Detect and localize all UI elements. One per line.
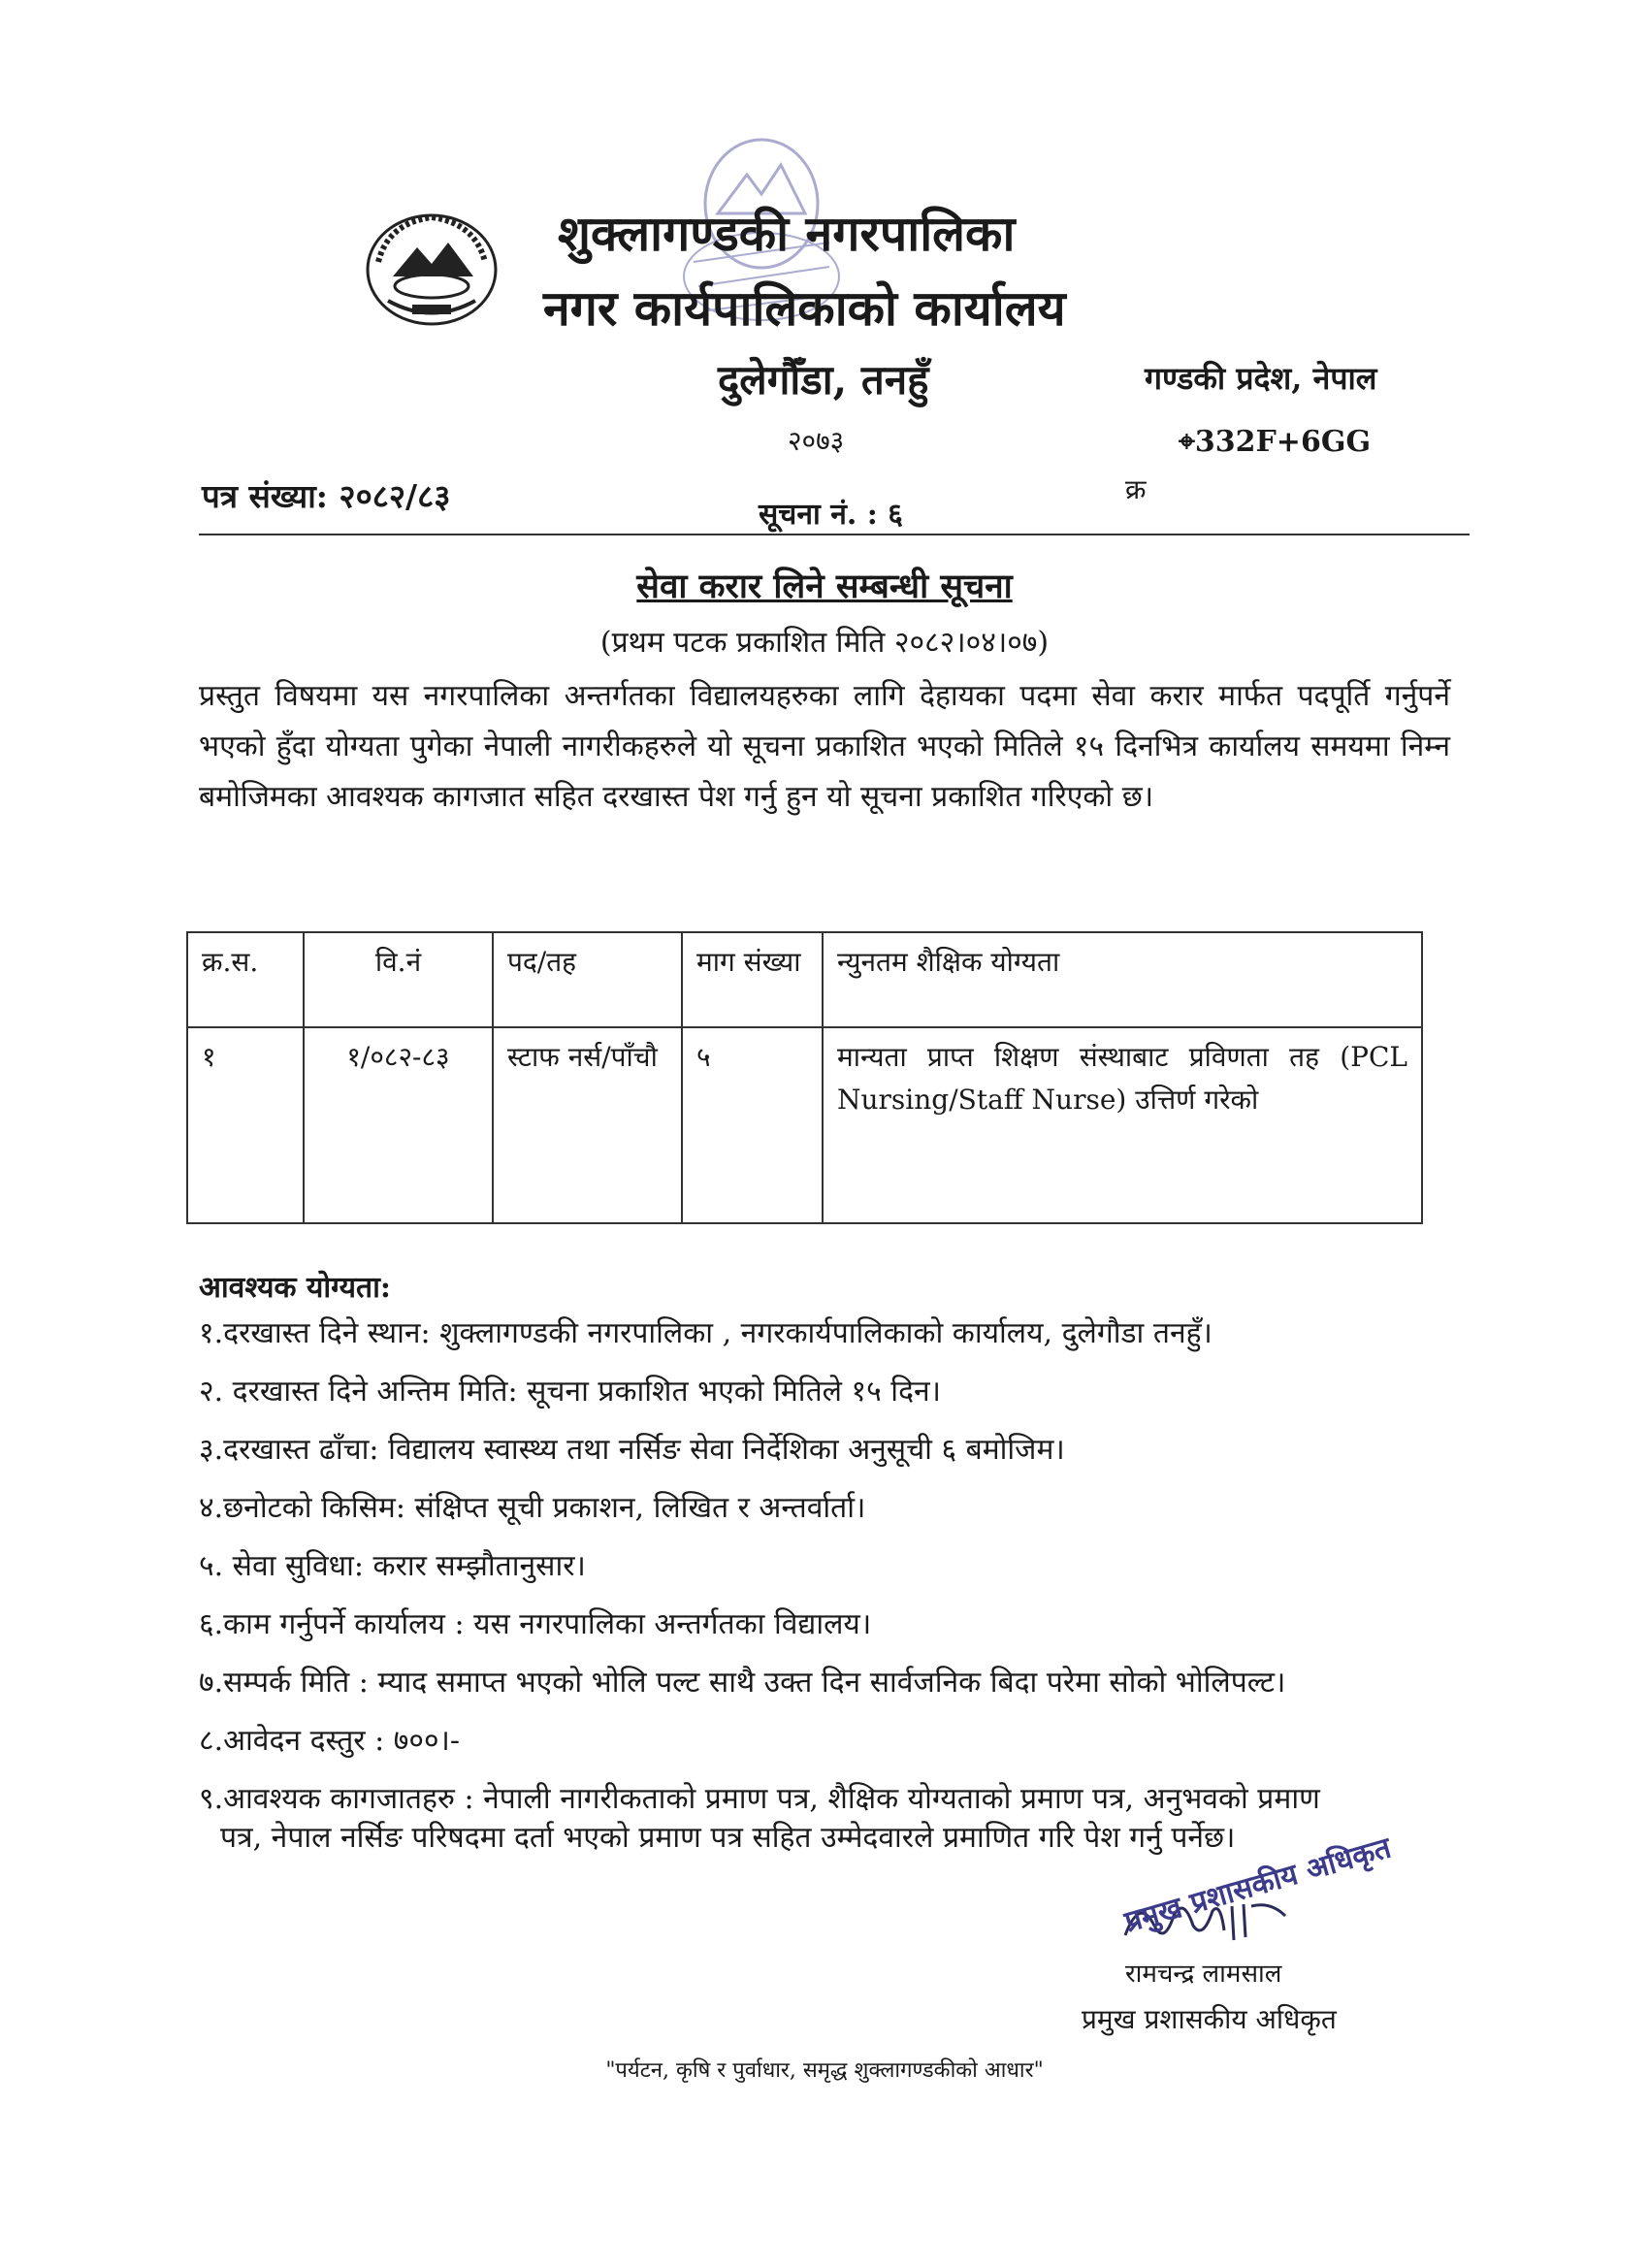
list-item: ६.काम गर्नुपर्ने कार्यालय : यस नगरपालिका अन्तर्गतका विद्यालय। bbox=[199, 1607, 872, 1641]
nepal-emblem-logo bbox=[359, 204, 504, 330]
list-item: ८.आवेदन दस्तुर : ७००।- bbox=[199, 1724, 461, 1758]
intro-paragraph: प्रस्तुत विषयमा यस नगरपालिका अन्तर्गतका विद्यालयहरुका लागि देहायका पदमा सेवा करार मार्फत पदपूर्ति गर्नुपर्ने भएको हुँदा योग्यता पुगेका नेपाली नागरीकहरुले यो सूचना प्रकाशित भएको मितिले १५ दिनभित्र कार्यालय समयमा निम्न बमोजिमका आवश्यक कागजात सहित दरखास्त पेश गर्नु हुन यो सूचना प्रकाशित गरिएको छ। bbox=[199, 679, 1450, 814]
office-location: दुलेगौँडा, तनहुँ bbox=[718, 356, 929, 404]
official-stamp-text: प्रमुख प्रशासकीय अधिकृत bbox=[1120, 1831, 1395, 1940]
header-divider bbox=[199, 534, 1470, 535]
plus-code: ⌖332F+6GG bbox=[1179, 425, 1372, 459]
municipality-name: शुक्लागण्डकी नगरपालिका bbox=[558, 205, 1016, 262]
cell-ad-number: १/०८२-८३ bbox=[304, 1027, 493, 1223]
established-year: २०७३ bbox=[788, 425, 845, 457]
footer-motto: "पर्यटन, कृषि र पुर्वाधार, समृद्ध शुक्लागण्डकीको आधार" bbox=[605, 2058, 1044, 2083]
table-header-row bbox=[187, 932, 1422, 1027]
signatory-name: रामचन्द्र लामसाल bbox=[1125, 1960, 1282, 1989]
document-subtitle: (प्रथम पटक प्रकाशित मिति २०८२।०४।०७) bbox=[599, 626, 1050, 660]
list-item: ३.दरखास्त ढाँचा: विद्यालय स्वास्थ्य तथा नर्सिङ सेवा निर्देशिका अनुसूची ६ बमोजिम। bbox=[199, 1433, 1065, 1467]
requirements-heading: आवश्यक योग्यता: bbox=[199, 1271, 391, 1305]
column-header-demand-count: माग संख्या bbox=[682, 932, 823, 1027]
table-row bbox=[187, 1027, 1422, 1223]
list-item: २. दरखास्त दिने अन्तिम मिति: सूचना प्रकाशित भएको मितिले १५ दिन। bbox=[199, 1375, 942, 1409]
vacancy-table bbox=[186, 931, 1423, 1224]
list-item: ५. सेवा सुविधा: करार सम्झौतानुसार। bbox=[199, 1549, 586, 1583]
cell-post-level: स्टाफ नर्स/पाँचौ bbox=[493, 1027, 682, 1223]
serial-label: क्र bbox=[1125, 473, 1147, 505]
column-header-post-level: पद/तह bbox=[493, 932, 682, 1027]
column-header-ad-number: वि.नं bbox=[304, 932, 493, 1027]
notice-number: सूचना नं. : ६ bbox=[759, 498, 903, 532]
cell-serial: १ bbox=[187, 1027, 304, 1223]
list-item: ४.छनोटको किसिम: संक्षिप्त सूची प्रकाशन, लिखित र अन्तर्वार्ता। bbox=[199, 1491, 866, 1525]
list-item: १.दरखास्त दिने स्थान: शुक्लागण्डकी नगरपालिका , नगरकार्यपालिकाको कार्यालय, दुलेगौडा तनहुँ। bbox=[199, 1316, 1212, 1350]
province-label: गण्डकी प्रदेश, नेपाल bbox=[1145, 360, 1377, 397]
office-name: नगर कार्यपालिकाको कार्यालय bbox=[543, 279, 1066, 337]
requirement-9-line2: पत्र, नेपाल नर्सिङ परिषदमा दर्ता भएको प्रमाण पत्र सहित उम्मेदवारले प्रमाणित गरि पेश गर्नु पर्नेछ। bbox=[220, 1821, 1236, 1855]
requirements-list bbox=[199, 1314, 1460, 1877]
signatory-title: प्रमुख प्रशासकीय अधिकृत bbox=[1082, 2003, 1337, 2035]
column-header-qualification: न्युनतम शैक्षिक योग्यता bbox=[823, 932, 1422, 1027]
letter-reference-number: पत्र संख्या: २०८२/८३ bbox=[202, 477, 451, 515]
column-header-serial: क्र.स. bbox=[187, 932, 304, 1027]
list-item: ७.सम्पर्क मिति : म्याद समाप्त भएको भोलि पल्ट साथै उक्त दिन सार्वजनिक बिदा परेमा सोको भोलिपल्ट। bbox=[199, 1666, 1286, 1700]
list-item bbox=[199, 1780, 1460, 1858]
document-title: सेवा करार लिने सम्बन्धी सूचना bbox=[636, 567, 1013, 606]
requirement-9-line1: ९.आवश्यक कागजातहरु : नेपाली नागरीकताको प्रमाण पत्र, शैक्षिक योग्यताको प्रमाण पत्र, अनुभवको प्रमाण bbox=[199, 1782, 1320, 1816]
cell-qualification: मान्यता प्राप्त शिक्षण संस्थाबाट प्रविणता तह (PCL Nursing/Staff Nurse) उत्तिर्ण गरेको bbox=[823, 1027, 1422, 1223]
cell-demand-count: ५ bbox=[682, 1027, 823, 1223]
